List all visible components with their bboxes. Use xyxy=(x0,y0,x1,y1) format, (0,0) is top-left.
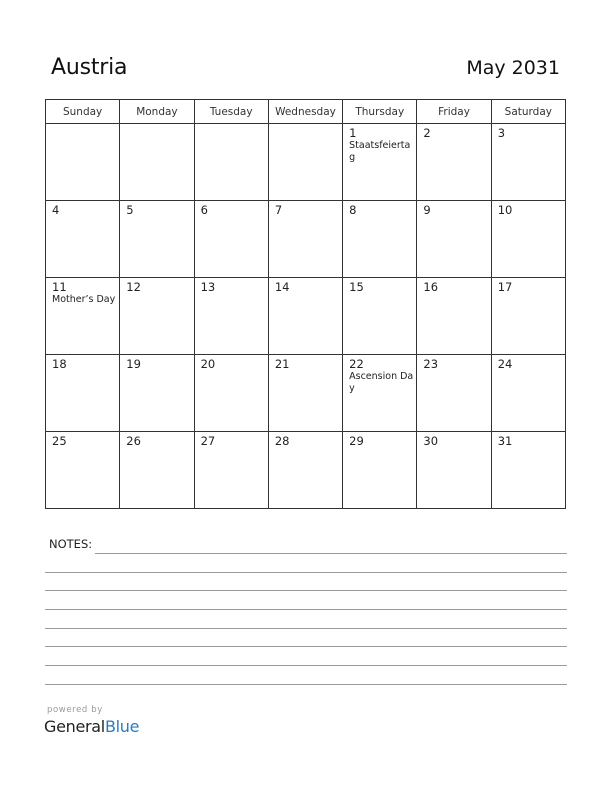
day-number: 26 xyxy=(126,434,141,448)
day-cell xyxy=(120,124,194,201)
day-number: 13 xyxy=(200,280,216,294)
day-cell xyxy=(343,278,417,355)
day-number xyxy=(195,124,268,126)
day-cell xyxy=(417,201,491,278)
day-cell xyxy=(268,278,342,355)
day-cell xyxy=(120,278,194,355)
day-number: 28 xyxy=(274,434,290,448)
holiday-label: Mother’s Day xyxy=(52,294,116,305)
brand-part-general: General xyxy=(44,717,105,736)
day-cell xyxy=(491,355,565,432)
day-number: 14 xyxy=(274,280,290,294)
weekday-tuesday: Tuesday xyxy=(194,100,268,124)
day-cell xyxy=(417,278,491,355)
holiday-label: Staatsfeiertag xyxy=(349,140,411,163)
day-number xyxy=(269,124,342,126)
note-line xyxy=(45,590,567,591)
day-number: 4 xyxy=(52,203,60,217)
day-cell xyxy=(491,201,565,278)
day-number: 31 xyxy=(497,434,513,448)
day-number xyxy=(46,124,119,126)
day-cell xyxy=(343,124,417,201)
day-cell xyxy=(120,432,194,509)
note-line xyxy=(95,553,567,554)
day-number: 15 xyxy=(349,280,364,294)
day-number xyxy=(120,124,193,126)
day-cell xyxy=(268,432,342,509)
note-line xyxy=(45,684,567,685)
day-number: 8 xyxy=(349,203,357,217)
day-number: 20 xyxy=(200,357,216,371)
note-line xyxy=(45,609,567,610)
holiday-label: Ascension Day xyxy=(349,371,414,394)
day-cell xyxy=(120,201,194,278)
weekday-sunday: Sunday xyxy=(46,100,120,124)
day-number: 9 xyxy=(423,203,431,217)
day-cell xyxy=(268,124,342,201)
day-cell xyxy=(194,432,268,509)
day-number: 12 xyxy=(126,280,141,294)
day-cell xyxy=(194,355,268,432)
day-number: 27 xyxy=(200,434,216,448)
week-row xyxy=(46,201,566,278)
day-number: 21 xyxy=(274,357,290,371)
weekday-monday: Monday xyxy=(120,100,194,124)
day-cell xyxy=(194,201,268,278)
day-number: 29 xyxy=(349,434,364,448)
day-cell xyxy=(343,355,417,432)
week-row xyxy=(46,124,566,201)
day-cell xyxy=(343,432,417,509)
week-row xyxy=(46,278,566,355)
day-number: 3 xyxy=(497,126,506,140)
weekday-friday: Friday xyxy=(417,100,491,124)
day-cell xyxy=(491,278,565,355)
week-row xyxy=(46,432,566,509)
day-number: 7 xyxy=(274,203,283,217)
country-title: Austria xyxy=(51,55,128,80)
day-cell xyxy=(268,201,342,278)
day-number: 25 xyxy=(52,434,67,448)
day-number: 16 xyxy=(423,280,439,294)
notes-label: NOTES: xyxy=(49,537,93,551)
day-number: 6 xyxy=(200,203,208,217)
day-cell xyxy=(46,124,120,201)
day-cell xyxy=(491,432,565,509)
day-cell xyxy=(46,432,120,509)
day-number: 24 xyxy=(497,357,513,371)
day-cell xyxy=(46,355,120,432)
powered-by-text: powered by xyxy=(47,705,103,715)
day-number: 23 xyxy=(423,357,439,371)
day-number: 5 xyxy=(126,203,134,217)
day-cell xyxy=(120,355,194,432)
calendar-grid xyxy=(45,99,566,509)
week-row xyxy=(46,355,566,432)
day-number: 30 xyxy=(423,434,439,448)
day-cell xyxy=(417,355,491,432)
weekday-saturday: Saturday xyxy=(491,100,565,124)
day-cell xyxy=(194,124,268,201)
note-line xyxy=(45,572,567,573)
weekday-header-row xyxy=(46,100,566,124)
day-cell xyxy=(194,278,268,355)
day-cell xyxy=(417,432,491,509)
day-number: 11 xyxy=(52,280,67,294)
note-line xyxy=(45,665,567,666)
day-cell xyxy=(343,201,417,278)
day-cell xyxy=(417,124,491,201)
note-line xyxy=(45,628,567,629)
day-cell xyxy=(46,278,120,355)
weekday-thursday: Thursday xyxy=(343,100,417,124)
day-number: 17 xyxy=(497,280,513,294)
note-line xyxy=(45,646,567,647)
day-number: 22 xyxy=(349,357,364,371)
day-number: 18 xyxy=(52,357,67,371)
brand-part-blue: Blue xyxy=(104,717,140,736)
day-number: 2 xyxy=(423,126,431,140)
day-cell xyxy=(491,124,565,201)
weekday-wednesday: Wednesday xyxy=(268,100,342,124)
day-cell xyxy=(268,355,342,432)
day-number: 1 xyxy=(349,126,357,140)
day-cell xyxy=(46,201,120,278)
generalblue-logo xyxy=(44,717,139,736)
day-number: 19 xyxy=(126,357,141,371)
month-year-title: May 2031 xyxy=(466,57,560,79)
day-number: 10 xyxy=(497,203,513,217)
